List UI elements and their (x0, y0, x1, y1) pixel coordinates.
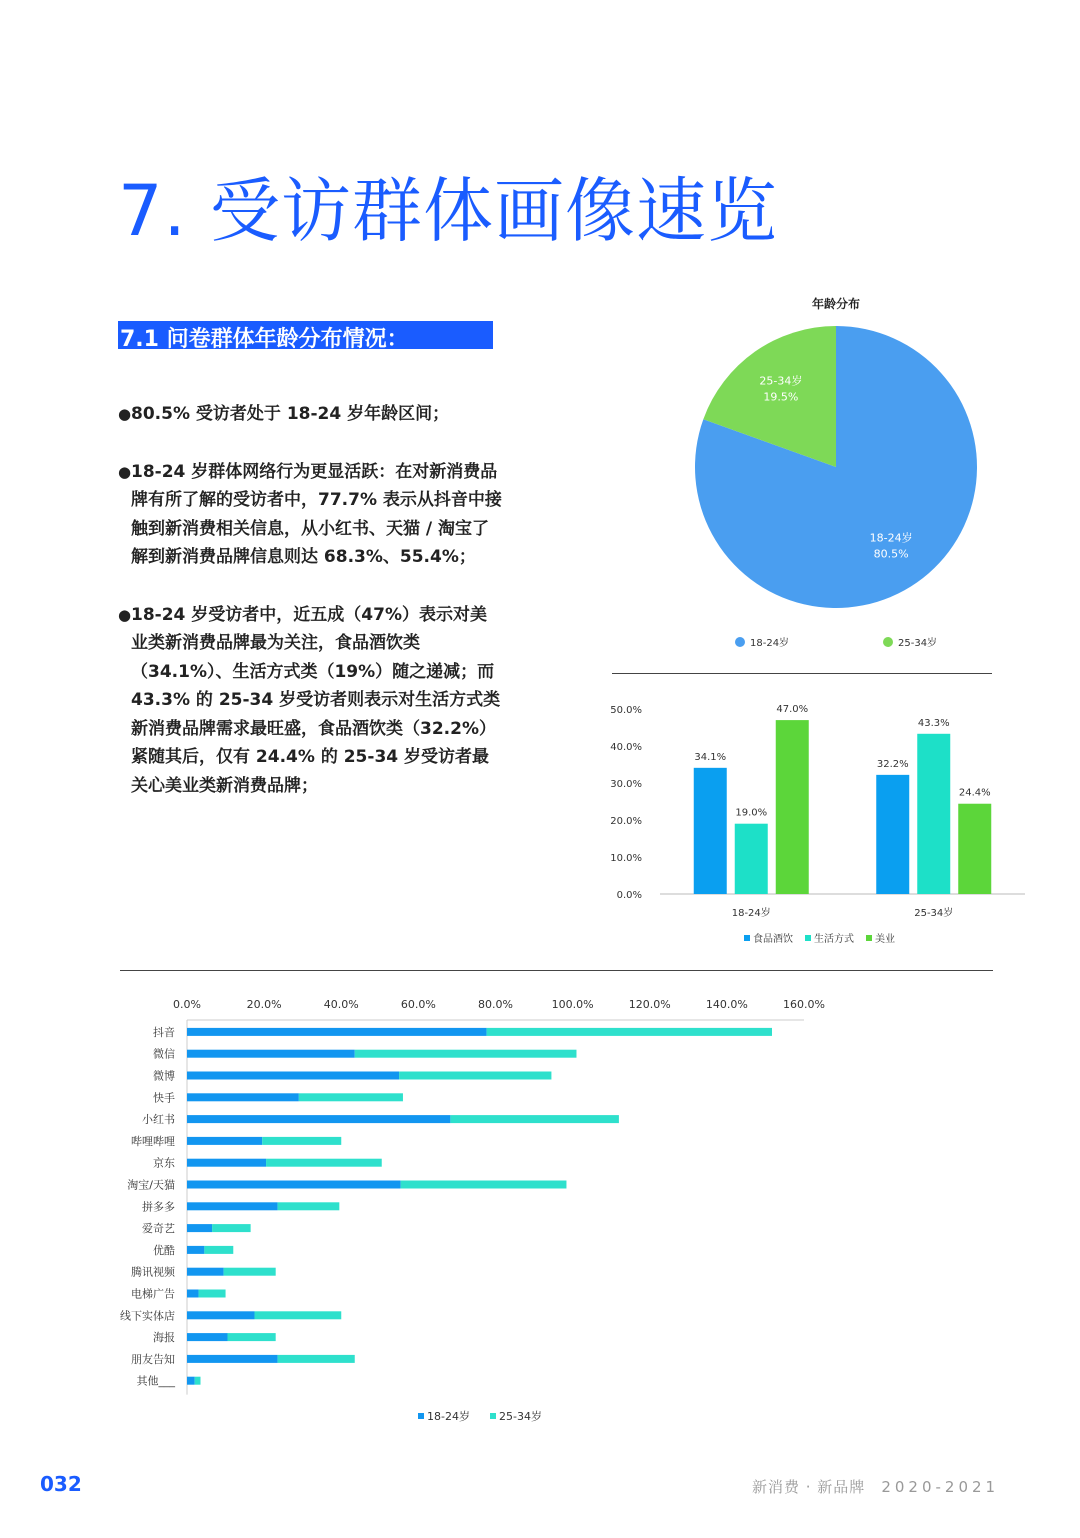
y-tick-label: 海报 (153, 1331, 175, 1345)
x-tick-label: 160.0% (783, 998, 825, 1011)
legend-label: 美业 (875, 934, 895, 945)
bar-value-label: 19.0% (735, 807, 768, 819)
legend-label: 18-24岁 (427, 1410, 470, 1423)
x-tick-label: 60.0% (400, 998, 436, 1011)
bullet-list (118, 400, 503, 829)
bullet-item (118, 400, 503, 429)
channel-stacked-chart (100, 990, 860, 1440)
stacked-bar-segment (187, 1224, 212, 1232)
legend-swatch (866, 935, 872, 941)
pie-title: 年龄分布 (811, 297, 861, 311)
pie-slice-value: 19.5% (763, 390, 799, 404)
y-tick-label: 0.0% (616, 890, 642, 901)
bar-value-label: 43.3% (917, 717, 950, 729)
legend-label: 18-24岁 (750, 638, 790, 649)
y-tick-label: 微博 (153, 1069, 175, 1083)
legend-swatch (744, 935, 750, 941)
page-number: 032 (40, 1472, 82, 1496)
x-tick-label: 100.0% (551, 998, 594, 1011)
pie-slice-label: 18-24岁 (869, 531, 913, 545)
stacked-bar-segment (299, 1093, 403, 1101)
legend-swatch (490, 1413, 496, 1419)
stacked-bar-segment (266, 1159, 382, 1167)
y-tick-label: 哔哩哔哩 (131, 1134, 175, 1148)
legend-label: 25-34岁 (499, 1410, 542, 1423)
y-tick-label: 小红书 (142, 1113, 175, 1127)
bar (917, 734, 950, 894)
bullet-item (118, 458, 503, 572)
legend-swatch (805, 935, 811, 941)
y-tick-label: 京东 (153, 1156, 175, 1170)
x-tick-label: 0.0% (173, 998, 201, 1011)
bullet-dot-icon: ● (118, 405, 132, 423)
bullet-dot-icon: ● (118, 462, 132, 481)
stacked-bar-segment (278, 1355, 355, 1363)
interest-bar-chart (600, 690, 1040, 960)
pie-slice-label: 25-34岁 (759, 374, 803, 388)
stacked-bar-segment (187, 1311, 254, 1319)
footer-years: 2020-2021 (881, 1478, 1000, 1496)
y-tick-label: 朋友告知 (131, 1352, 175, 1366)
divider-top (612, 673, 992, 674)
y-tick-label: 线下实体店 (120, 1309, 175, 1323)
bar (876, 775, 909, 894)
stacked-bar-segment (187, 1137, 262, 1145)
age-pie-chart (650, 280, 1040, 670)
stacked-bar-segment (199, 1290, 226, 1298)
stacked-bar-segment (187, 1355, 278, 1363)
section-title: 7.1 问卷群体年龄分布情况： (120, 327, 409, 352)
y-tick-label: 腾讯视频 (131, 1265, 175, 1279)
stacked-bar-segment (278, 1202, 340, 1210)
stacked-bar-segment (204, 1246, 233, 1254)
legend-swatch (883, 637, 893, 647)
bar (735, 824, 768, 894)
footer-brand: 新消费 · 新品牌 (752, 1478, 866, 1496)
y-tick-label: 电梯广告 (131, 1287, 175, 1301)
bullet-dot-icon: ● (118, 605, 132, 624)
bullet-text: 80.5% 受访者处于 18-24 岁年龄区间； (131, 404, 450, 424)
stacked-bar-segment (212, 1224, 251, 1232)
stacked-bar-segment (187, 1333, 227, 1341)
y-tick-label: 拼多多 (142, 1200, 175, 1214)
y-tick-label: 10.0% (610, 853, 642, 864)
y-tick-label: 30.0% (610, 779, 642, 790)
bar (776, 720, 809, 894)
legend-label: 食品酒饮 (753, 934, 793, 945)
legend-swatch (735, 637, 745, 647)
x-tick-label: 80.0% (478, 998, 513, 1011)
legend-swatch (418, 1413, 424, 1419)
divider-mid (120, 970, 993, 971)
x-tick-label: 120.0% (628, 998, 671, 1011)
stacked-bar-segment (262, 1137, 341, 1145)
stacked-bar-segment (487, 1028, 772, 1036)
legend-label: 生活方式 (814, 934, 854, 945)
stacked-bar-segment (187, 1028, 487, 1036)
x-tick-label: 20.0% (246, 998, 282, 1011)
stacked-bar-segment (195, 1377, 201, 1385)
stacked-bar-segment (227, 1333, 275, 1341)
bullet-text: 18-24 岁受访者中，近五成（47%）表示对美业类新消费品牌最为关注，食品酒饮类（34.1%）、生活方式类（19%）随之递减；而 43.3% 的 25-34 岁受访者则表示对生活方式类新消费品牌需求最旺盛，食品酒饮类（32.2%）紧随其后，仅有 24.4% 的 25-34 岁受访者最关心美业类新消费品牌； (131, 604, 501, 796)
legend-label: 25-34岁 (898, 638, 938, 649)
bar (694, 768, 727, 894)
stacked-bar-segment (187, 1115, 450, 1123)
y-tick-label: 40.0% (610, 742, 642, 753)
pie-slice-value: 80.5% (873, 547, 909, 561)
stacked-bar-segment (224, 1268, 276, 1276)
stacked-bar-segment (187, 1181, 401, 1189)
stacked-bar-segment (187, 1050, 355, 1058)
y-tick-label: 微信 (153, 1047, 175, 1061)
bar (958, 804, 991, 894)
bar-value-label: 32.2% (876, 758, 909, 770)
y-tick-label: 优酷 (153, 1243, 175, 1257)
stacked-bar-segment (187, 1290, 199, 1298)
x-tick-label: 18-24岁 (731, 908, 771, 919)
y-tick-label: 其他___ (136, 1374, 175, 1388)
stacked-bar-segment (187, 1159, 266, 1167)
y-tick-label: 快手 (153, 1091, 175, 1105)
footer-brand-line (752, 1476, 999, 1497)
bar-value-label: 34.1% (694, 751, 727, 763)
x-tick-label: 140.0% (705, 998, 748, 1011)
stacked-bar-segment (355, 1050, 577, 1058)
stacked-bar-segment (254, 1311, 341, 1319)
x-tick-label: 40.0% (323, 998, 359, 1011)
x-tick-label: 25-34岁 (914, 908, 954, 919)
stacked-bar-segment (187, 1202, 278, 1210)
stacked-bar-segment (450, 1115, 619, 1123)
stacked-bar-segment (187, 1093, 299, 1101)
stacked-bar-segment (401, 1181, 567, 1189)
y-tick-label: 抖音 (153, 1025, 175, 1039)
stacked-bar-segment (187, 1268, 224, 1276)
stacked-bar-segment (399, 1072, 551, 1080)
y-tick-label: 淘宝/天猫 (127, 1178, 175, 1192)
stacked-bar-segment (187, 1246, 204, 1254)
stacked-bar-segment (187, 1072, 399, 1080)
stacked-bar-segment (187, 1377, 195, 1385)
bar-value-label: 24.4% (958, 787, 991, 799)
bullet-text: 18-24 岁群体网络行为更显活跃：在对新消费品牌有所了解的受访者中，77.7% 表示从抖音中接触到新消费相关信息，从小红书、天猫 / 淘宝了解到新消费品牌信息则达 68.3%、55.4%； (131, 461, 502, 567)
y-tick-label: 20.0% (610, 816, 642, 827)
y-tick-label: 爱奇艺 (142, 1222, 175, 1236)
page-title: 7. 受访群体画像速览 (118, 170, 779, 252)
bar-value-label: 47.0% (776, 704, 809, 716)
y-tick-label: 50.0% (610, 705, 642, 716)
bullet-item (118, 601, 503, 801)
